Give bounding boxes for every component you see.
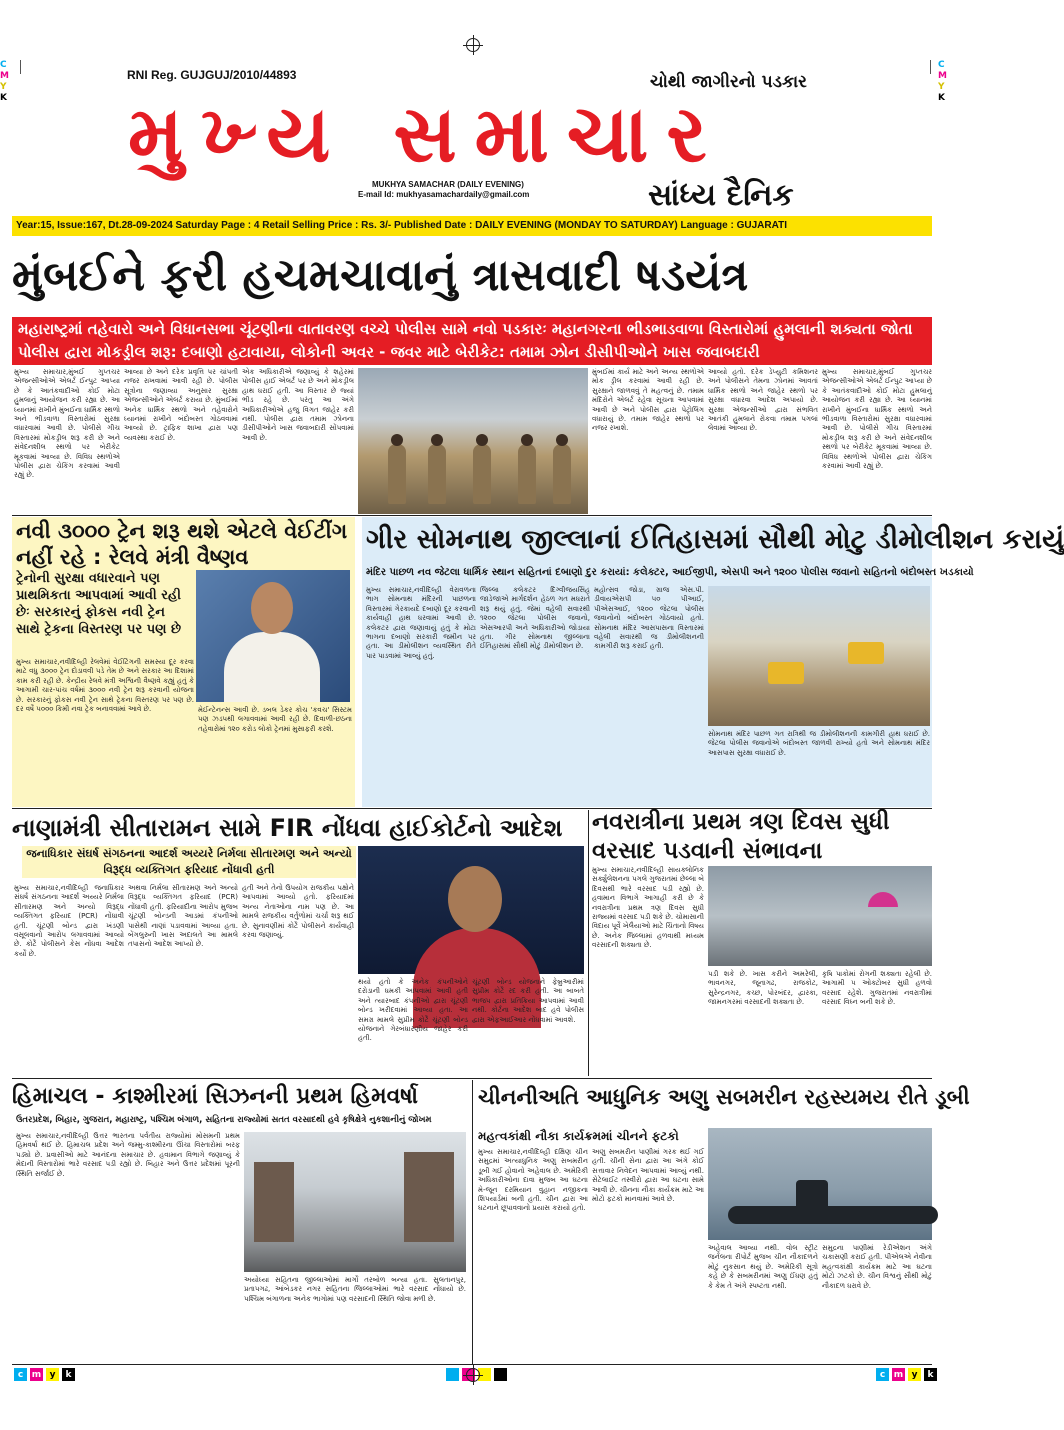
cmyk-strip-right: c m y k <box>876 1368 937 1381</box>
registration-letters-right: C M Y K <box>938 60 947 103</box>
china-column-4: સમુદ્રના પાણીમાં રેડીએશન અંગે ચકાસણી કરાઈ હતી. પીએલએ નેવીના મહત્વકાંક્ષી કાર્યક્રમ માટે આ ઘટના મોટો ઝટકો છે. ચીન વિશ્વનું સૌથી મોટું નૌકાદળ ધરાવે છે. <box>822 1244 932 1290</box>
lead-column-1: મુખ્ય સમાચાર,મુંબઈ ગુપ્તચર એજન્સીઓએ એલર્ટ ઈન્પુટ આપ્યા છે કે આતંકવાદીઓ કોઈ મોટા હુમલાનું આયોજન કરી રહ્યા છે. આ ધ્યાનમાં રાખીને મુંબઈના ધાર્મિક સ્થળો અને ભીડવાળા વિસ્તારોમાં સુરક્ષા વધારવામાં આવી છે. પોલીસે ગીચ વિસ્તારમાં મોકડ્રીલ શરૂ કરી છે અને સંવેદનશીલ સ્થળો પર બેરીકેટ મૂકવામાં આવ્યા છે. વિવિધ સ્થળોએ પોલીસ દ્વારા ચેકિંગ કરવામાં આવી રહ્યું છે. <box>14 368 120 480</box>
fir-headline: નાણામંત્રી સીતારામન સામે FIR નોંધવા હાઈકોર્ટનો આદેશ <box>12 814 563 842</box>
cmyk-strip-left: c m y k <box>14 1368 75 1381</box>
rni-number: RNI Reg. GUJGUJ/2010/44893 <box>127 68 297 82</box>
himachal-caption: અયોધ્યા સહિતના જીલ્લાઓમાં માર્ગો તરબોળ બન્યા હતા. સુલતાનપુર, પ્રતાપગઢ, આંબેડકર નગર સહિતના જિલ્લાઓમાં ભારે વરસાદ નોંધાયો છે. પશ્ચિમ બંગાળના અનેક ભાગોમાં પણ વરસાદની સ્થિતિ જોવા મળી છે. <box>244 1276 466 1303</box>
finance-minister-photo <box>358 846 584 974</box>
china-column-2: અણુ સબમરીન પાણીમાં ગરક થઈ ગઈ હતી. ચીની સેના દ્વારા આ અંગે કોઈ સત્તાવાર નિવેદન આપવામાં આવ્યું નથી. સેટેલાઈટ તસ્વીરો દ્વારા આ ઘટના સામે આવી છે. ચીનના નૌકા કાર્યક્રમ માટે આ મોટો ફટકો માનવામાં આવે છે. <box>592 1148 704 1204</box>
fir-column-1: મુખ્ય સમાચાર,નવીદિલ્હી જનાધિકાર સંઘર્ષ સંગઠનના આદર્શ અય્યરે નિર્મલા સીતારમણ અને અન્યો વિરૂદ્ધ વ્યક્તિગત ફરિયાદ (PCR) નોંધાવી હતી. ચૂંટણી બોન્ડ દ્વારા ખંડણી વસૂલવાનો આરોપ લગાવવામાં આવ્યો છે. કોર્ટે પોલીસને કેસ નોંધવા આદેશ કર્યો છે. <box>14 884 124 958</box>
submarine-photo <box>708 1128 932 1240</box>
gir-column-2: જિલ્લા કલેકટર દિગ્વીજયસિંહ જાડેજાએ માર્ગદર્શન હેઠળ ગત મધરાતે શરૂ થયું હતું. જેમાં વહેલી સવારથી ૧૨૦૦ જેટલા પોલીસ જવાનો, એસઆરપી અને અધિકારીઓ જોડાયા હતા. ગીર સોમનાથ જીલ્લાના ઈતિહાસમાં સૌથી મોટું ડીમોલીશન છે. <box>480 586 590 651</box>
gir-column-3: મહોત્સવ જોડા, ગ્રાજ એસ.પી. ડીવાયએસપી ૫૦ પીઆઈ, પીએસઆઈ, ૧૨૦૦ જેટલા પોલીસ જવાનોનો બંદોબસ્ત ગોઠવાયો હતો. સોમનાથ મંદિર આસપાસના વિસ્તારમાં વહેલી સવારથી જ ડીમોલીશનની કામગીરી શરૂ કરાઈ હતી. <box>594 586 704 651</box>
masthead-subtitle: સાંધ્ય દૈનિક <box>648 178 794 213</box>
himachal-headline: હિમાચલ - કાશ્મીરમાં સિઝનની પ્રથમ હિમવર્ષા <box>12 1084 419 1109</box>
rain-headline: નવરાત્રીના પ્રથમ ત્રણ દિવસ સુધી વરસાદ પડવાની સંભાવના <box>592 809 890 864</box>
train-body-2: મેઈન્ટેનન્સ આવી છે. ડબલ ડેકર કોચ 'કવચ' સિસ્ટમ પણ ઝડપથી લગાવવામાં આવી રહી છે. દિવાળી-છઠના તહેવારોમાં ૧૨૦ કરોડ લોકો ટ્રેનમાં મુસાફરી કરશે. <box>198 706 352 733</box>
issue-info-strip: Year:15, Issue:167, Dt.28-09-2024 Saturday Page : 4 Retail Selling Price : Rs. 3/- Published Date : DAILY EVENING (MONDAY TO SATURDAY) Language : GUJARATI <box>12 216 932 236</box>
lead-headline: મુંબઈને ફરી હચમચાવાનું ત્રાસવાદી ષડયંત્ર <box>12 250 749 301</box>
train-body: મુખ્ય સમાચાર,નવીદિલ્હી રેલવેમાં વેઈટિંગની સમસ્યા દૂર કરવા માટે વધુ ૩૦૦૦ ટ્રેન દોડાવવી પડે તેમ છે અને સરકાર આ દિશામાં કામ કરી રહી છે. કેન્દ્રીય રેલવે મંત્રી અશ્વિની વૈષ્ણવે કહ્યું હતું કે આગામી ચાર-પાંચ વર્ષમાં ૩૦૦૦ નવી ટ્રેન શરૂ કરવાની યોજના છે. સરકારનું ફોકસ નવી ટ્રેન સાથે ટ્રેકના વિસ્તરણ પર પણ છે. દર વર્ષે ૫૦૦૦ કિમી નવા ટ્રેક બનાવવામાં આવે છે. <box>16 658 194 714</box>
newspaper-masthead: મુખ્ય સમાચાર <box>128 90 725 180</box>
fir-column-2: અથવા નિર્મલા સીતારમણ અને અન્યો વિરૂદ્ધ વ્યક્તિગત ફરિયાદ (PCR) નોંધાવી હતી. ફરિયાદીના આરોપ મુજબ ચૂંટણી બોન્ડની આડમાં કંપનીઓ પાસેથી નાણાં પડાવવામાં આવ્યા હતા. બેંગલુરુની ખાસ અદાલતે આ મામલે તપાસનો આદેશ આપ્યો છે. <box>128 884 238 949</box>
snowfall-photo <box>244 1132 466 1272</box>
railway-minister-photo <box>196 570 350 702</box>
lead-subhead: મહારાષ્ટ્રમાં તહેવારો અને વિધાનસભા ચૂંટણીના વાતાવરણ વચ્ચે પોલીસ સામે નવો પડકારઃ મહાનગરના ભીડભાડવાળા વિસ્તારોમાં હુમલાની શક્યતા જોતા પોલીસ દ્વારા મોકડ્રીલ શરૂ: દબાણો હટાવાયા, લોકોની અવર - જવર માટે બેરીકેટ: તમામ ઝોન ડીસીપીઓને ખાસ જવાબદારી <box>12 317 932 365</box>
divider <box>588 810 589 1076</box>
gir-headline: ગીર સોમનાથ જીલ્લાનાં ઈતિહાસમાં સૌથી મોટુ ડીમોલીશન કરાયું <box>366 524 1064 555</box>
contact-email: E-mail Id: mukhyasamachardaily@gmail.com <box>358 190 530 199</box>
himachal-subhead: ઉતરપ્રદેશ, બિહાર, ગુજરાત, મહારાષ્ટ્ર, પશ્ચિમ બંગાળ, સહિતના રાજ્યોમાં સતત વરસાદથી હવે કૃષિક્ષેત્રે નુકશાનીનું જોખમ <box>16 1115 432 1125</box>
demolition-photo <box>708 586 930 726</box>
lead-column-5: આવ્યો હતો. દરેક ડેપ્યુટી કમિશનર અને પોલીસને તેમના ઝોનમાં આવતાં ધાર્મિક સ્થળો અને જાહેર સ્થળો પર સુરક્ષા વધારવા આદેશ અપાયો છે. સુરક્ષા એજન્સીઓ દ્વારા સંભવિત આતંકી હુમલાને રોકવા તમામ પગલાં લેવામાં આવ્યા છે. <box>708 368 818 433</box>
gir-subhead: મંદિર પાછળ નવ જેટલા ધાર્મિક સ્થાન સહિતનાં દબાણો દુર કરાયાં: કલેક્ટર, આઈજીપી, એસપી અને ૧૨૦૦ પોલીસ જવાનો સહિતનો બંદોબસ્ત ખડકાયો <box>366 567 974 578</box>
gir-photo-caption: સોમનાથ મંદિર પાછળ ગત રાત્રિથી જ ડીમોલીશનની કામગીરી હાથ ધરાઈ છે. જેટલા પોલીસ જવાનોએ બંદોબસ્ત જાળવી રાખ્યો હતો અને સોમનાથ મંદિર આસપાસ સુરક્ષા વધારાઈ છે. <box>708 730 930 757</box>
rain-photo <box>708 866 932 966</box>
rain-body-2: પડી શકે છે. ખાસ કરીને અમરેલી, ભાવનગર, જૂનાગઢ, રાજકોટ, સુરેન્દ્રનગર, કચ્છ, પોરબંદર, દ્વારકા, જામનગરમાં વરસાદની શક્યતા છે. <box>708 970 818 1007</box>
rain-body: મુખ્ય સમાચાર,નવીદિલ્હી સાયક્લોનિક સર્ક્યુલેશનના પગલે ગુજરાતમાં છેલ્લા બે દિવસથી ભારે વરસાદ પડી રહ્યો છે. હવામાન વિભાગે આગાહી કરી છે કે નવરાત્રીના પ્રથમ ત્રણ દિવસ સુધી રાજ્યમાં વરસાદ પડી શકે છે. ચોમાસાની વિદાય પૂર્વે ખેલૈયાઓ માટે ચિંતાનો વિષય છે. અનેક જિલ્લામાં હળવાથી મધ્યમ વરસાદની શક્યતા છે. <box>592 866 704 950</box>
police-mockdrill-photo <box>358 368 588 514</box>
masthead-tagline: ચોથી જાગીરનો પડકાર <box>650 72 807 92</box>
fir-column-5: ચૂંટણી બોન્ડ યોજનાને ફેબ્રુઆરીમાં સુપ્રીમ કોર્ટે રદ કરી હતી. આ બાબતે ભાજપ દ્વારા પ્રતિક્રિયા આપવામાં આવી નથી. કોર્ટના આદેશ બાદ હવે પોલીસ દ્વારા એફઆઈઆર નોંધવામાં આવશે. <box>472 978 584 1024</box>
lead-column-4: મુંબઈમાં કાર્ય માટે અને અન્ય સ્થળોએ મોક ડ્રીલ કરવામાં આવી રહી છે. સુરક્ષાને જાળવવું તે મહત્વનું છે. તમામ મંદિરોને એલર્ટ રહેવા સૂચના આપવામાં આવી છે અને પોલીસ દ્વારા પેટ્રોલિંગ વધારાયું છે. તમામ જાહેર સ્થળો પર નજર રખાશે. <box>592 368 704 433</box>
fir-subhead: જનાધિકાર સંઘર્ષ સંગઠનના આદર્શ અય્યરે નિર્મલા સીતારમણ અને અન્યો વિરૂદ્ધ વ્યક્તિગત ફરિયાદ નોંધાવી હતી <box>22 846 356 878</box>
fir-column-4: થયો હતો કે અનેક કંપનીઓને દરોડાની ધમકી આપવામાં આવી હતી અને ત્યારબાદ કંપનીઓ દ્વારા ચૂંટણી બોન્ડ ખરીદવામાં આવ્યા હતા. આ સમગ્ર મામલે સુપ્રીમ કોર્ટે ચૂંટણી બોન્ડ યોજનાને ગેરબંધારણીય જાહેર કરી હતી. <box>358 978 468 1043</box>
china-column-1: મુખ્ય સમાચાર,નવીદિલ્હી દક્ષિણ ચીન સમુદ્રમાં અત્યાધુનિક અણુ સબમરીન ડૂબી ગઈ હોવાનો અહેવાલ છે. અમેરિકી અધિકારીઓના દાવા મુજબ આ ઘટના મે-જૂન દરમિયાન વુહાન નજીકના શિપયાર્ડમાં બની હતી. ચીન દ્વારા આ ઘટનાને છૂપાવવાનો પ્રયાસ કરાયો હતો. <box>478 1148 588 1213</box>
train-headline: નવી ૩૦૦૦ ટ્રેન શરૂ થશે એટલે વેઈટીંગ નહીં રહે : રેલવે મંત્રી વૈષ્ણવ <box>16 519 348 569</box>
registration-mark-top <box>466 38 480 52</box>
lead-column-6: મુખ્ય સમાચાર,મુંબઈ ગુપ્તચર એજન્સીઓએ એલર્ટ ઈન્પુટ આપ્યા છે કે આતંકવાદીઓ કોઈ મોટા હુમલાનું આયોજન કરી રહ્યા છે. આ ધ્યાનમાં રાખીને મુંબઈના ધાર્મિક સ્થળો અને ભીડવાળા વિસ્તારોમાં સુરક્ષા વધારવામાં આવી છે. પોલીસે ગીચ વિસ્તારમાં મોકડ્રીલ શરૂ કરી છે અને સંવેદનશીલ સ્થળો પર બેરીકેટ મૂકવામાં આવ્યા છે. વિવિધ સ્થળોએ પોલીસ દ્વારા ચેકિંગ કરવામાં આવી રહ્યું છે. <box>822 368 932 471</box>
gir-column-1: મુખ્ય સમાચાર,નવીદિલ્હી વેરાવળના ભાગ સોમનાથ મંદિરની પાછળના વિસ્તારમાં ગેરકાયદે દબાણો દૂર કરવાની કાર્યવાહી હાથ ધરવામાં આવી છે. કલેકટર દ્વારા જણાવાયું હતું કે મોટા ભાગના દબાણો સરકારી જમીન પર હતા. આ ડીમોલીશન વ્યવસ્થિત રીતે પાર પાડવામાં આવ્યું હતું. <box>366 586 476 660</box>
divider <box>472 1080 473 1364</box>
registration-letters-left: C M Y K <box>0 60 9 103</box>
china-column-3: અહેવાલ આવ્યા નથી. વોલ સ્ટ્રીટ જર્નલના રીપોર્ટ મુજબ ચીન નૌકાદળને મોટું નુકસાન થયું છે. અમેરિકી સૂત્રો કહે છે કે સબમરીનમાં અણુ ઈંધણ હતું કે કેમ તે અંગે સ્પષ્ટતા નથી. <box>708 1244 818 1290</box>
china-subhead: મહત્વકાંક્ષી નૌકા કાર્યક્રમમાં ચીનને ફટકો <box>478 1129 679 1143</box>
divider <box>12 515 932 516</box>
crop-mark-top-right <box>930 60 931 74</box>
lead-column-3: એક અધિકારીએ જણાવ્યું કે શહેરમાં પોલીસ હાઈ એલર્ટ પર છે અને મોકડ્રીલ હાથ ધરાઈ હતી. આ વિસ્તાર છે જ્યાં ભીડ રહે છે. પરંતુ આ અંગે અધિકારીઓએ હજુ વિગત જાહેર કરી નથી. પોલીસ દ્વારા તમામ ઝોનના ડીસીપીઓને ખાસ જવાબદારી સોંપવામાં આવી છે. <box>242 368 354 442</box>
fir-column-3: હતી અને તેનો ઉપયોગ રાજકીય પક્ષોને આપવામાં આવ્યો હતો. ફરિયાદમાં અન્ય નેતાઓના નામ પણ છે. આ મામલે રાજકીય વર્તુળોમાં ચર્ચા શરૂ થઈ છે. સુનાવણીમાં કોર્ટે પોલીસને કાર્યવાહી કરવા જણાવ્યું. <box>242 884 354 940</box>
english-title: MUKHYA SAMACHAR (DAILY EVENING) <box>372 180 524 189</box>
crop-mark-top-left <box>20 60 21 74</box>
lead-column-2: આવ્યા છે અને દરેક પ્રવૃત્તિ પર ચાંપતી નજર રાખવામાં આવી રહી છે. પોલીસ સૂત્રોના જણાવ્યા અનુસાર સુરક્ષા એજન્સીઓને એલર્ટ કરાયા છે. મુંબઈમાં અનેક ધાર્મિક સ્થળો અને તહેવારોને ધ્યાનમાં રાખીને બંદોબસ્ત ગોઠવવામાં આવ્યો છે. ટ્રાફિક શાખા દ્વારા પણ વ્યવસ્થા કરાઈ છે. <box>124 368 238 442</box>
train-subhead: ટ્રેનોની સુરક્ષા વધારવાને પણ પ્રાથમિકતા આપવામાં આવી રહી છેઃ સરકારનું ફોકસ નવી ટ્રેન સાથે ટ્રેકના વિસ્તરણ પર પણ છે <box>16 571 182 637</box>
registration-mark-bottom <box>466 1368 480 1382</box>
bottom-border <box>12 1364 932 1365</box>
china-headline: ચીનનીઅતિ આધુનિક અણુ સબમરીન રહસ્યમય રીતે ડૂબી <box>478 1085 970 1109</box>
himachal-body: મુખ્ય સમાચાર,નવીદિલ્હી ઉત્તર ભારતના પર્વતીય રાજ્યોમાં મોસમની પ્રથમ હિમવર્ષા થઈ છે. હિમાચલ પ્રદેશ અને જમ્મુ-કાશ્મીરના ઊંચા વિસ્તારોમાં બરફ પડ્યો છે. પ્રવાસીઓ માટે આનંદના સમાચાર છે. હવામાન વિભાગે જણાવ્યું કે મેદાની વિસ્તારોમાં ભારે વરસાદ પડી રહ્યો છે. બિહાર અને ઉત્તર પ્રદેશમાં પૂરની સ્થિતિ સર્જાઈ છે. <box>16 1132 240 1178</box>
rain-body-3: કૃષિ પાકોમાં રોગની શક્યતા રહેલી છે. આગામી ૫ ઓક્ટોબર સુધી હળવો વરસાદ રહેશે. ગુજરાતમાં નવરાત્રીમાં વરસાદ વિઘ્ન બની શકે છે. <box>822 970 932 1007</box>
divider <box>12 1078 932 1079</box>
